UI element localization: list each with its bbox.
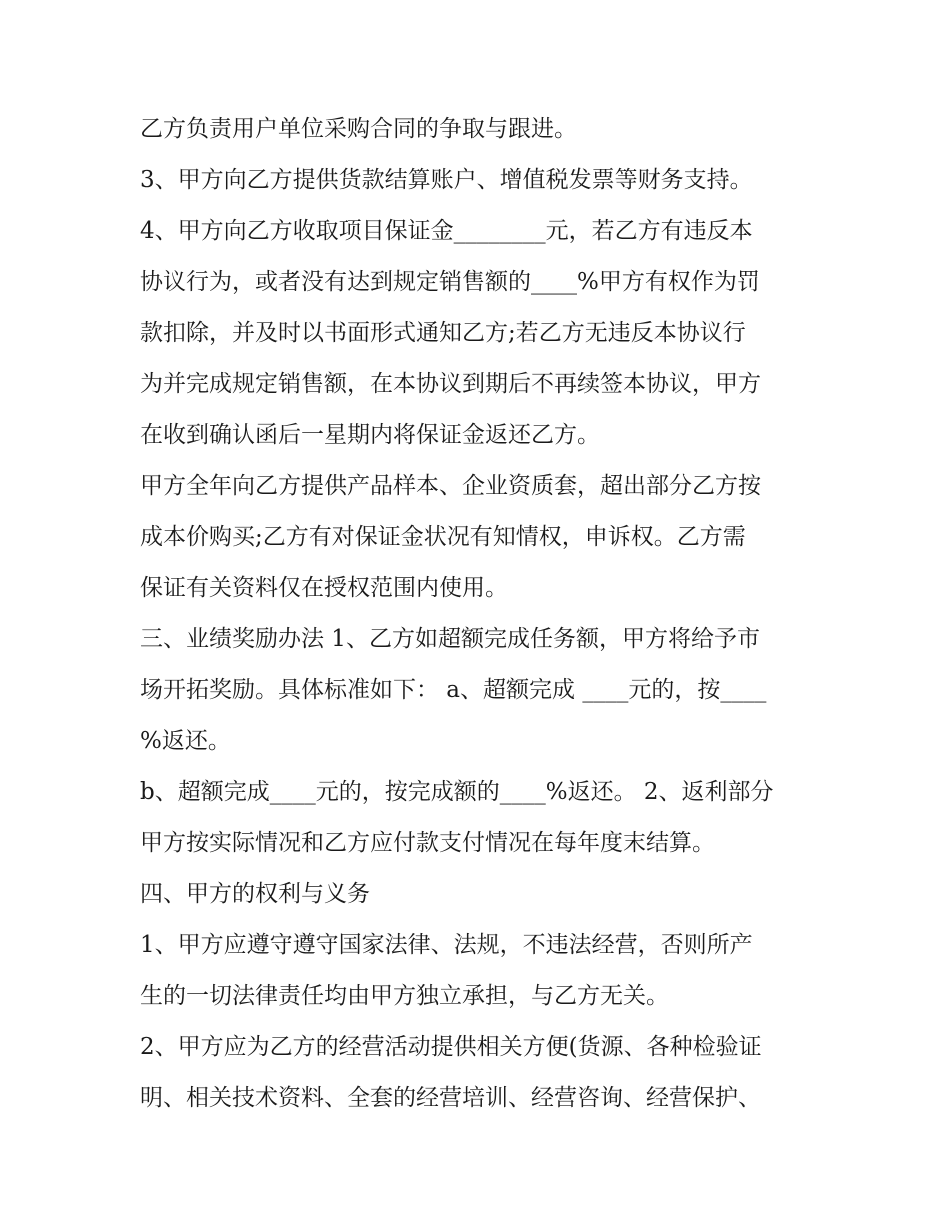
text-line: 4、甲方向乙方收取项目保证金________元，若乙方有违反本 [140,218,753,244]
text-line: 1、甲方应遵守遵守国家法律、法规，不违法经营，否则所产 [140,932,753,958]
text-line: 乙方负责用户单位采购合同的争取与跟进。 [140,116,577,142]
text-line: %返还。 [140,728,231,754]
text-line: 在收到确认函后一星期内将保证金返还乙方。 [140,422,600,448]
text-line: 甲方按实际情况和乙方应付款支付情况在每年度末结算。 [140,830,715,856]
text-line: 甲方全年向乙方提供产品样本、企业资质套，超出部分乙方按 [140,473,761,499]
text-line: 保证有关资料仅在授权范围内使用。 [140,575,508,601]
contract-body-text [140,104,820,1124]
text-line: 2、甲方应为乙方的经营活动提供相关方便(货源、各种检验证 [140,1034,762,1060]
section-heading-line: 三、业绩奖励办法 1、乙方如超额完成任务额，甲方将给予市 [140,626,760,652]
text-line: 明、相关技术资料、全套的经营培训、经营咨询、经营保护、 [140,1085,761,1111]
text-line: 协议行为，或者没有达到规定销售额的____%甲方有权作为罚 [140,269,760,295]
section-heading: 四、甲方的权利与义务 [140,881,370,907]
text-line: b、超额完成____元的，按完成额的____%返还。 2、返利部分 [140,779,774,805]
text-line: 场开拓奖励。具体标准如下： a、超额完成 ____元的，按____ [140,677,767,703]
text-line: 款扣除，并及时以书面形式通知乙方;若乙方无违反本协议行 [140,320,746,346]
text-line: 成本价购买;乙方有对保证金状况有知情权，申诉权。乙方需 [140,524,746,550]
text-line: 生的一切法律责任均由甲方独立承担，与乙方无关。 [140,983,669,1009]
text-line: 3、甲方向乙方提供货款结算账户、增值税发票等财务支持。 [140,167,753,193]
text-line: 为并完成规定销售额，在本协议到期后不再续签本协议，甲方 [140,371,761,397]
